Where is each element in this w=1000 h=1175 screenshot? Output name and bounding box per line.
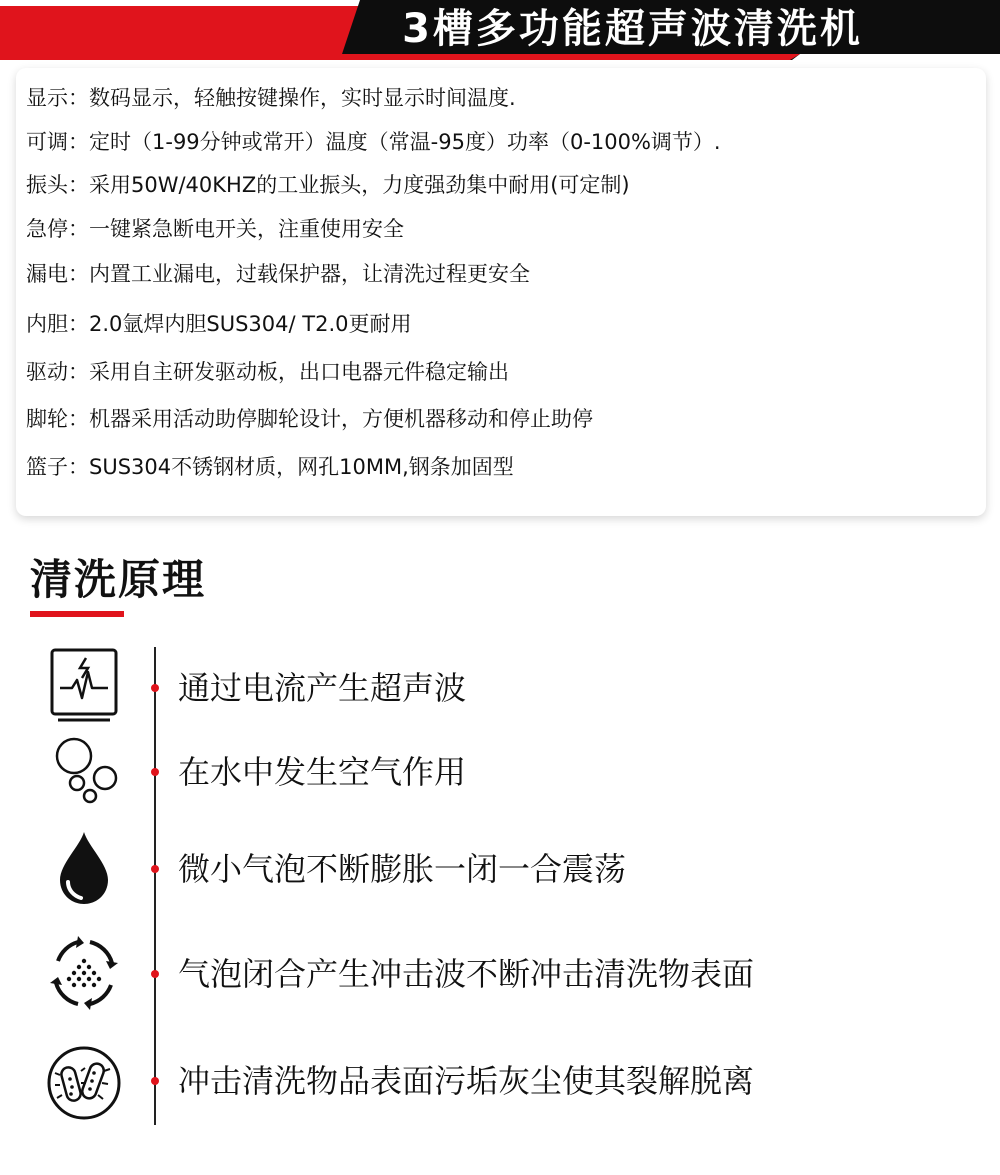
bubbles-icon: [44, 728, 124, 808]
step-text: 在水中发生空气作用: [178, 753, 467, 791]
section-underline: [30, 611, 124, 617]
spec-row-casters: [26, 402, 593, 436]
step-dot: [151, 865, 159, 873]
spec-label: 内胆：: [26, 312, 89, 336]
header-banner: [0, 0, 1000, 62]
shockwave-cycle-icon: [44, 933, 124, 1013]
spec-value: 2.0氩焊内胆SUS304/ T2.0更耐用: [89, 312, 412, 336]
spec-row-driver: [26, 355, 509, 389]
spec-row-transducer: [26, 168, 630, 202]
spec-label: 驱动：: [26, 360, 89, 384]
spec-value: 机器采用活动助停脚轮设计，方便机器移动和停止助停: [89, 407, 593, 431]
spec-value: 一键紧急断电开关，注重使用安全: [89, 217, 404, 241]
spec-value: SUS304不锈钢材质，网孔10MM,钢条加固型: [89, 455, 514, 479]
spec-label: 漏电：: [26, 262, 89, 286]
step-dot: [151, 768, 159, 776]
spec-value: 内置工业漏电，过载保护器，让清洗过程更安全: [89, 262, 530, 286]
spec-value: 采用50W/40KHZ的工业振头，力度强劲集中耐用(可定制): [89, 173, 630, 197]
timeline-line: [154, 647, 156, 1125]
spec-label: 振头：: [26, 173, 89, 197]
step-dot: [151, 684, 159, 692]
spec-row-display: [26, 81, 516, 115]
step-text: 通过电流产生超声波: [178, 669, 467, 707]
spec-label: 显示：: [26, 86, 89, 110]
product-title: 3槽多功能超声波清洗机: [402, 6, 863, 52]
ultrasonic-generator-icon: [44, 646, 124, 726]
spec-label: 脚轮：: [26, 407, 89, 431]
step-dot: [151, 1077, 159, 1085]
spec-row-inner-tank: [26, 307, 412, 341]
step-text: 冲击清洗物品表面污垢灰尘使其裂解脱离: [178, 1062, 755, 1100]
step-dot: [151, 970, 159, 978]
step-text: 气泡闭合产生冲击波不断冲击清洗物表面: [178, 955, 755, 993]
spec-row-emergency-stop: [26, 212, 404, 246]
step-text: 微小气泡不断膨胀一闭一合震荡: [178, 850, 627, 888]
spec-value: 定时（1-99分钟或常开）温度（常温-95度）功率（0-100%调节）.: [89, 130, 721, 154]
spec-value: 采用自主研发驱动板，出口电器元件稳定输出: [89, 360, 509, 384]
bacteria-icon: [44, 1043, 124, 1123]
spec-value: 数码显示，轻触按键操作，实时显示时间温度.: [89, 86, 516, 110]
spec-card: [16, 68, 986, 516]
spec-label: 急停：: [26, 217, 89, 241]
section-title: 清洗原理: [30, 555, 207, 604]
spec-row-leakage: [26, 257, 530, 291]
spec-label: 篮子：: [26, 455, 89, 479]
spec-label: 可调：: [26, 130, 89, 154]
spec-row-basket: [26, 450, 514, 484]
water-drop-icon: [44, 828, 124, 908]
spec-row-adjustable: [26, 125, 721, 159]
